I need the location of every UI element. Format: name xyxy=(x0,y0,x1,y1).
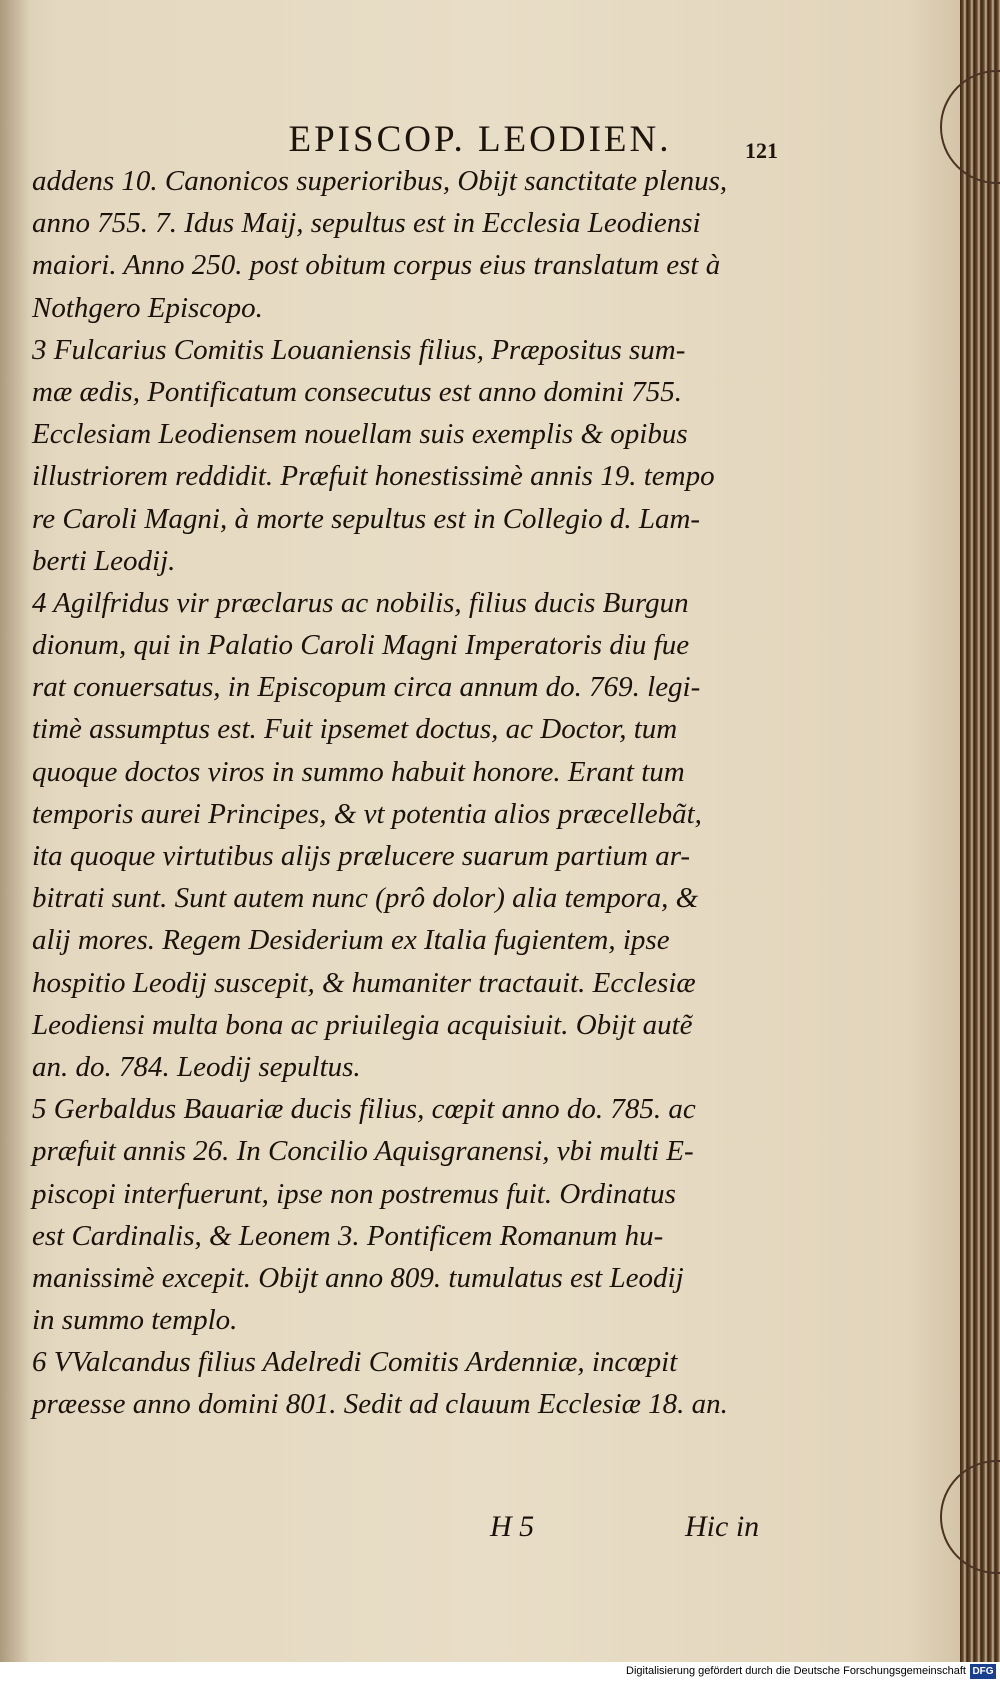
text-line: maiori. Anno 250. post obitum corpus eius translatum est à xyxy=(32,249,721,282)
text-line: illustriorem reddidit. Præfuit honestissimè annis 19. tempo xyxy=(32,460,715,493)
page-number: 121 xyxy=(745,138,778,163)
text-line: est Cardinalis, & Leonem 3. Pontificem Romanum hu- xyxy=(32,1219,664,1252)
text-line: in summo templo. xyxy=(32,1304,238,1337)
catchword: Hic in xyxy=(685,1510,760,1543)
text-line: timè assumptus est. Fuit ipsemet doctus, ac Doctor, tum xyxy=(32,713,678,746)
page-edges xyxy=(960,0,1000,1662)
text-line: addens 10. Canonicos superioribus, Obijt sanctitate plenus, xyxy=(32,165,728,197)
text-line: præesse anno domini 801. Sedit ad clauum Ecclesiæ 18. an. xyxy=(32,1388,728,1421)
text-line: anno 755. 7. Idus Maij, sepultus est in Ecclesia Leodiensi xyxy=(32,207,701,240)
text-line: 3 Fulcarius Comitis Louaniensis filius, Præpositus sum- xyxy=(32,333,686,366)
credit-bar xyxy=(0,1662,1000,1683)
text-line: 4 Agilfridus vir præclarus ac nobilis, filius ducis Burgun xyxy=(32,586,689,619)
text-line: bitrati sunt. Sunt autem nunc (prô dolor) alia tempora, & xyxy=(32,882,699,915)
text-line: temporis aurei Principes, & vt potentia alios præcellebãt, xyxy=(32,797,702,830)
text-line: præfuit annis 26. In Concilio Aquisgranensi, vbi multi E- xyxy=(32,1135,694,1168)
text-line: an. do. 784. Leodij sepultus. xyxy=(32,1050,361,1083)
text-line: alij mores. Regem Desiderium ex Italia fugientem, ipse xyxy=(32,924,670,957)
text-line: Nothgero Episcopo. xyxy=(32,291,263,324)
text-line: dionum, qui in Palatio Caroli Magni Imperatoris diu fue xyxy=(32,629,690,662)
text-line: rat conuersatus, in Episcopum circa annum do. 769. legi- xyxy=(32,671,701,704)
dfg-logo-icon: DFG xyxy=(970,1664,996,1679)
text-line: manissimè excepit. Obijt anno 809. tumulatus est Leodij xyxy=(32,1261,684,1294)
spine-shadow xyxy=(0,0,30,1662)
text-line: ita quoque virtutibus alijs prælucere suarum partium ar- xyxy=(32,840,691,872)
signature-mark: H 5 xyxy=(490,1510,535,1543)
text-line: piscopi interfuerunt, ipse non postremus fuit. Ordinatus xyxy=(32,1177,676,1210)
running-header: EPISCOP. LEODIEN. xyxy=(288,119,672,160)
text-line: quoque doctos viros in summo habuit honore. Erant tum xyxy=(32,755,685,788)
text-line: hospitio Leodij suscepit, & humaniter tractauit. Ecclesiæ xyxy=(32,966,696,999)
text-line: mæ ædis, Pontificatum consecutus est anno domini 755. xyxy=(32,375,683,408)
text-line: 5 Gerbaldus Bauariæ ducis filius, cœpit anno do. 785. ac xyxy=(32,1093,696,1126)
text-line: 6 VValcandus filius Adelredi Comitis Ardenniæ, incœpit xyxy=(32,1346,678,1379)
text-line: berti Leodij. xyxy=(32,544,176,577)
text-line: Ecclesiam Leodiensem nouellam suis exemplis & opibus xyxy=(32,418,688,451)
funding-credit: Digitalisierung gefördert durch die Deutsche Forschungsgemeinschaft xyxy=(626,1665,966,1677)
text-line: re Caroli Magni, à morte sepultus est in Collegio d. Lam- xyxy=(32,502,701,535)
text-line: Leodiensi multa bona ac priuilegia acquisiuit. Obijt autẽ xyxy=(32,1008,693,1041)
body-text xyxy=(32,160,792,1426)
